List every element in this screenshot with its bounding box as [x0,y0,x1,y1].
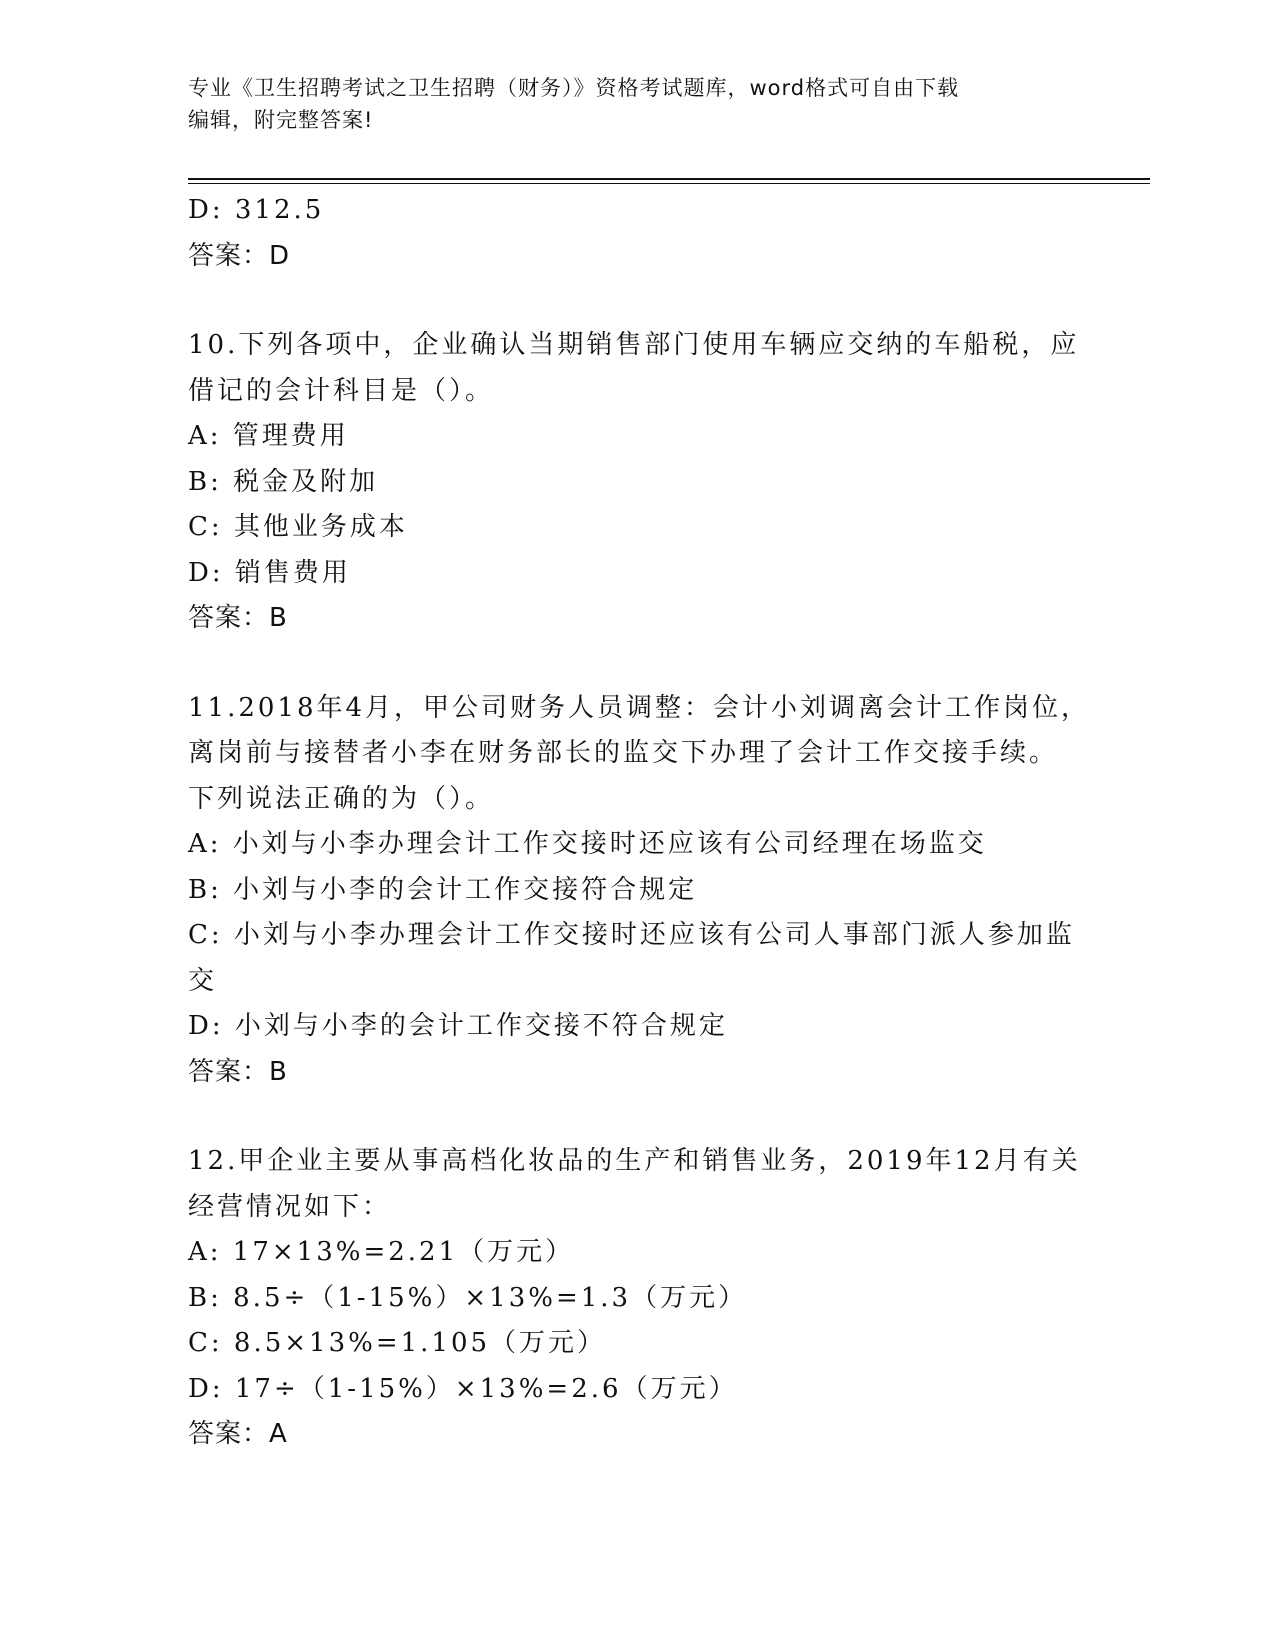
option-b: B: 8.5÷（1-15%）×13%=1.3（万元） [188,1282,748,1313]
answer-label: 答案：D [188,240,291,271]
question-stem: 12.甲企业主要从事高档化妆品的生产和销售业务，2019年12月有关 [188,1146,1081,1176]
question-12 [188,1139,1088,1458]
question-stem: 借记的会计科目是（）。 [188,375,495,406]
question-stem: 经营情况如下： [188,1191,392,1222]
option-d: D: 312.5 [188,195,325,225]
option-d: D: 小刘与小李的会计工作交接不符合规定 [188,1011,728,1041]
option-c-continued: 交 [188,965,218,996]
question-stem: 下列说法正确的为（）。 [188,783,495,814]
question-10 [188,323,1088,642]
question-stem: 11.2018年4月，甲公司财务人员调整：会计小刘调离会计工作岗位， [188,692,1091,723]
question-content [188,188,1091,1458]
option-a: A: 小刘与小李办理会计工作交接时还应该有公司经理在场监交 [188,829,987,859]
document-header [188,72,1088,136]
header-divider-thin [188,183,1150,184]
option-c: C: 8.5×13%=1.105（万元） [188,1328,607,1358]
option-b: B: 税金及附加 [188,466,379,497]
option-d: D: 销售费用 [188,557,351,588]
option-c: C: 小刘与小李办理会计工作交接时还应该有公司人事部门派人参加监 [188,920,1075,950]
previous-question-tail [188,188,1088,279]
option-a: A: 管理费用 [188,421,349,451]
option-d: D: 17÷（1-15%）×13%=2.6（万元） [188,1373,738,1404]
header-line-1: 专业《卫生招聘考试之卫生招聘（财务）》资格考试题库，word格式可自由下载 [188,76,960,100]
answer-label: 答案：B [188,1056,288,1087]
question-stem: 离岗前与接替者小李在财务部长的监交下办理了会计工作交接手续。 [188,738,1059,768]
question-11 [188,686,1091,1096]
option-c: C: 其他业务成本 [188,512,408,542]
option-a: A: 17×13%=2.21（万元） [188,1237,575,1267]
header-divider-thick [188,178,1150,180]
answer-label: 答案：B [188,603,288,633]
answer-label: 答案：A [188,1419,288,1449]
option-b: B: 小刘与小李的会计工作交接符合规定 [188,874,698,905]
header-line-2: 编辑，附完整答案! [188,108,374,132]
question-stem: 10.下列各项中，企业确认当期销售部门使用车辆应交纳的车船税，应 [188,330,1080,360]
